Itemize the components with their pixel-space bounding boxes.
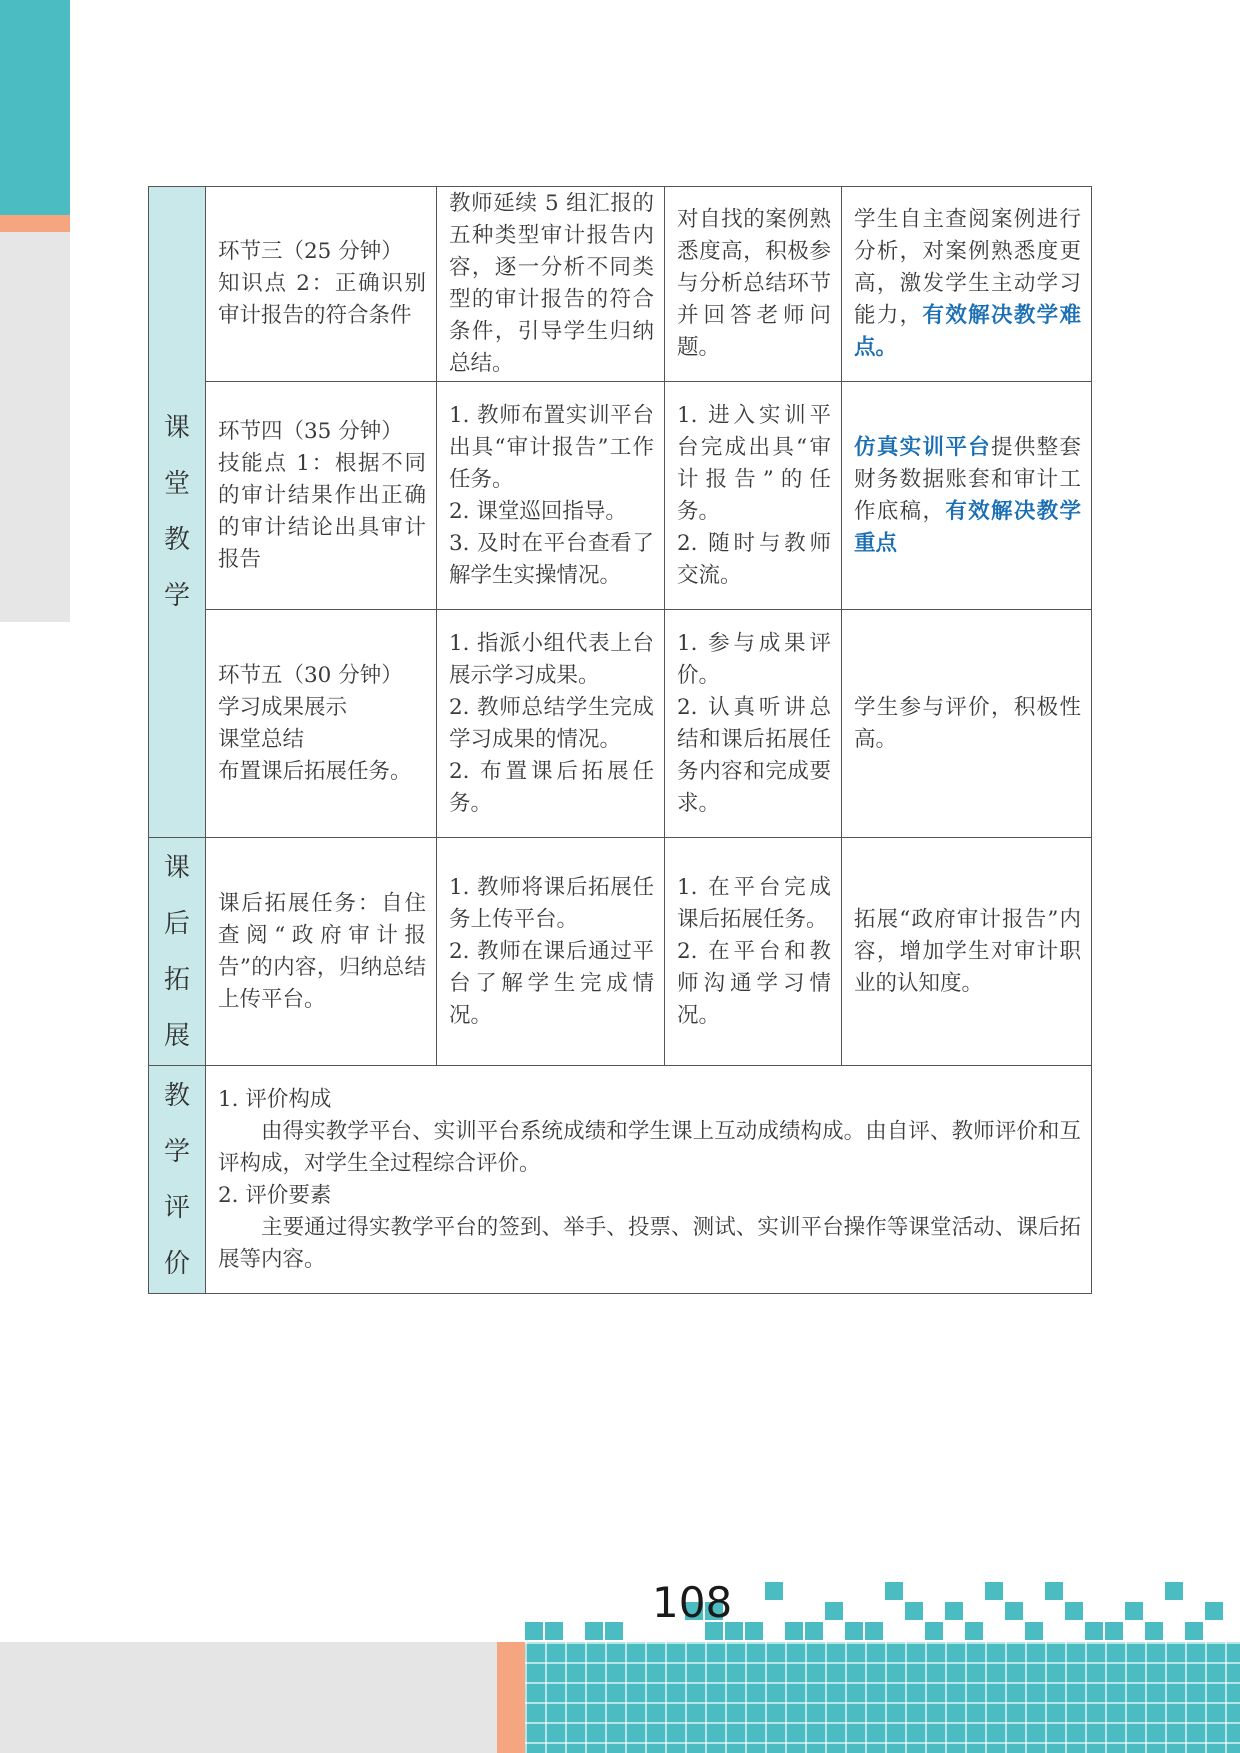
footer-pixel-pattern [525, 1578, 1240, 1753]
stage-cell: 环节五（30 分钟） 学习成果展示 课堂总结 布置课后拓展任务。 [206, 610, 437, 838]
student-activity-cell: 对自找的案例熟悉度高，积极参与分析总结环节并回答老师问题。 [665, 187, 842, 382]
design-intent-cell: 学生参与评价，积极性高。 [842, 610, 1092, 838]
design-intent-cell: 仿真实训平台提供整套财务数据账套和审计工作底稿，有效解决教学重点 [842, 382, 1092, 610]
design-intent-cell: 拓展“政府审计报告”内容，增加学生对审计职业的认知度。 [842, 838, 1092, 1066]
grey-margin-bar [0, 232, 70, 622]
lesson-plan-table [148, 186, 1092, 1294]
student-activity-cell: 1. 进入实训平台完成出具“审计报告”的任务。 2. 随时与教师交流。 [665, 382, 842, 610]
section-label-classroom: 课 堂 教 学 [149, 187, 206, 838]
table-row [149, 838, 1092, 1066]
table-row [149, 1066, 1092, 1294]
stage-cell: 环节四（35 分钟） 技能点 1：根据不同的审计结果作出正确的审计结论出具审计报告 [206, 382, 437, 610]
page-number: 108 [652, 1578, 733, 1627]
student-activity-cell: 1. 参与成果评价。 2. 认真听讲总结和课后拓展任务内容和完成要求。 [665, 610, 842, 838]
teal-margin-bar [0, 0, 70, 215]
table-row [149, 382, 1092, 610]
table-row [149, 187, 1092, 382]
table-row [149, 610, 1092, 838]
stage-cell: 课后拓展任务：自住查阅“政府审计报告”的内容，归纳总结上传平台。 [206, 838, 437, 1066]
section-label-after-class: 课 后 拓 展 [149, 838, 206, 1066]
orange-margin-bar [0, 215, 70, 232]
section-label-evaluation: 教 学 评 价 [149, 1066, 206, 1294]
student-activity-cell: 1. 在平台完成课后拓展任务。 2. 在平台和教师沟通学习情况。 [665, 838, 842, 1066]
teacher-activity-cell: 1. 指派小组代表上台展示学习成果。 2. 教师总结学生完成学习成果的情况。 2. 布置课后拓展任务。 [437, 610, 665, 838]
evaluation-cell: 1. 评价构成 由得实教学平台、实训平台系统成绩和学生课上互动成绩构成。由自评、教师评价和互评构成，对学生全过程综合评价。 2. 评价要素 主要通过得实教学平台的签到、举手、投票、测试、实训平台操作等课堂活动、课后拓展等内容。 [206, 1066, 1092, 1294]
footer-grey-band [0, 1642, 500, 1753]
design-intent-cell: 学生自主查阅案例进行分析，对案例熟悉度更高，激发学生主动学习能力，有效解决教学难点。 [842, 187, 1092, 382]
teacher-activity-cell: 1. 教师将课后拓展任务上传平台。 2. 教师在课后通过平台了解学生完成情况。 [437, 838, 665, 1066]
teacher-activity-cell: 教师延续 5 组汇报的五种类型审计报告内容，逐一分析不同类型的审计报告的符合条件，引导学生归纳总结。 [437, 187, 665, 382]
stage-cell: 环节三（25 分钟） 知识点 2：正确识别审计报告的符合条件 [206, 187, 437, 382]
teacher-activity-cell: 1. 教师布置实训平台出具“审计报告”工作任务。 2. 课堂巡回指导。 3. 及时在平台查看了解学生实操情况。 [437, 382, 665, 610]
